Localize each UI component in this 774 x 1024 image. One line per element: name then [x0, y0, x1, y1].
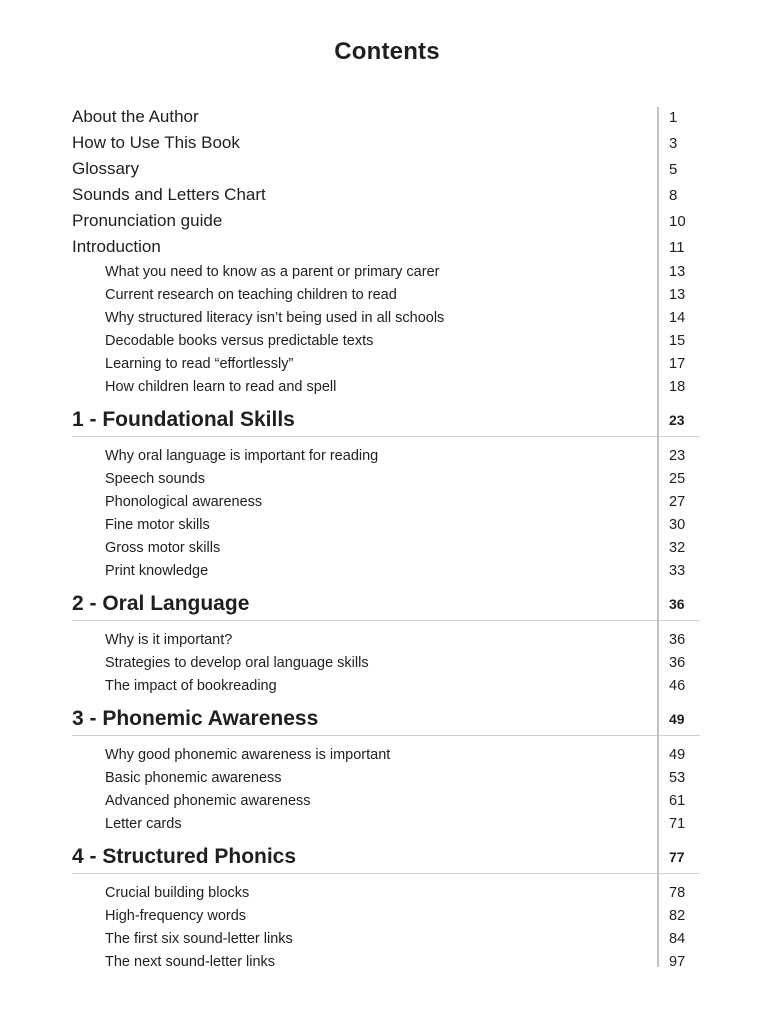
toc-entry-title: Why good phonemic awareness is important — [105, 746, 391, 763]
toc-entry-row — [72, 467, 700, 490]
toc-entry-row — [72, 789, 700, 812]
toc-chapter-title: 4 - Structured Phonics — [72, 844, 297, 868]
toc-entry-title: Why oral language is important for reading — [105, 447, 379, 464]
toc-entry-row — [72, 490, 700, 513]
toc-entry-row — [72, 208, 700, 234]
toc-entry-title: Fine motor skills — [105, 516, 210, 533]
toc-entry-page-number: 17 — [669, 355, 686, 372]
toc-chapter-row — [72, 589, 700, 621]
toc-entry-title: Why is it important? — [105, 631, 233, 648]
toc-chapter-title: 2 - Oral Language — [72, 591, 250, 615]
toc-entry-page-number: 97 — [669, 953, 686, 970]
toc-entry-page-number: 25 — [669, 470, 686, 487]
toc-entry-title: Decodable books versus predictable texts — [105, 332, 374, 349]
toc-entry-row — [72, 104, 700, 130]
toc-entry-row — [72, 766, 700, 789]
toc-entry-page-number: 27 — [669, 493, 686, 510]
toc-entry-title: Speech sounds — [105, 470, 205, 487]
toc-entry-page-number: 14 — [669, 309, 686, 326]
page-number-divider — [657, 107, 659, 967]
toc-entry-page-number: 78 — [669, 884, 686, 901]
toc-entry-title: Gross motor skills — [105, 539, 221, 556]
toc-entry-row — [72, 260, 700, 283]
toc-entry-page-number: 82 — [669, 907, 686, 924]
toc-entry-row — [72, 628, 700, 651]
toc-entry-title: Introduction — [72, 237, 161, 256]
toc-entry-page-number: 36 — [669, 654, 686, 671]
toc-entry-page-number: 33 — [669, 562, 686, 579]
toc-entry-page-number: 13 — [669, 286, 686, 303]
toc-entry-title: Learning to read “effortlessly” — [105, 355, 294, 372]
toc-entry-title: The impact of bookreading — [105, 677, 277, 694]
toc-entry-title: Current research on teaching children to read — [105, 286, 397, 303]
toc-entry-row — [72, 881, 700, 904]
toc-entry-page-number: 84 — [669, 930, 686, 947]
toc-entry-page-number: 5 — [669, 160, 678, 178]
toc-entry-row — [72, 513, 700, 536]
toc-entry-row — [72, 674, 700, 697]
toc-entry-page-number: 3 — [669, 134, 678, 152]
toc-entry-title: High-frequency words — [105, 907, 247, 924]
toc-entry-title: Crucial building blocks — [105, 884, 250, 901]
toc-entry-page-number: 15 — [669, 332, 686, 349]
toc-entry-page-number: 30 — [669, 516, 686, 533]
toc-entry-page-number: 61 — [669, 792, 686, 809]
toc-chapter-row — [72, 842, 700, 874]
toc-chapter-row — [72, 704, 700, 736]
toc-entry-row — [72, 329, 700, 352]
toc-entry-page-number: 53 — [669, 769, 686, 786]
toc-entry-title: Why structured literacy isn’t being used in all schools — [105, 309, 445, 326]
toc-entry-page-number: 10 — [669, 212, 686, 230]
toc-entry-row — [72, 234, 700, 260]
toc-entry-page-number: 13 — [669, 263, 686, 280]
toc-entry-title: How children learn to read and spell — [105, 378, 337, 395]
toc-entry-row — [72, 904, 700, 927]
toc-entry-page-number: 49 — [669, 746, 686, 763]
toc-entry-title: Phonological awareness — [105, 493, 263, 510]
toc-chapter-title: 3 - Phonemic Awareness — [72, 706, 319, 730]
toc-entry-title: About the Author — [72, 107, 199, 126]
toc-chapter-title: 1 - Foundational Skills — [72, 407, 295, 431]
toc — [72, 104, 700, 973]
toc-entry-title: Glossary — [72, 159, 140, 178]
toc-entry-title: Letter cards — [105, 815, 182, 832]
toc-entry-row — [72, 283, 700, 306]
toc-entry-row — [72, 156, 700, 182]
toc-entry-row — [72, 306, 700, 329]
toc-entry-title: The first six sound-letter links — [105, 930, 293, 947]
toc-entry-row — [72, 352, 700, 375]
toc-entry-row — [72, 950, 700, 973]
toc-chapter-row — [72, 405, 700, 437]
toc-entry-title: The next sound-letter links — [105, 953, 276, 970]
toc-entry-page-number: 11 — [669, 238, 685, 256]
toc-entry-row — [72, 182, 700, 208]
toc-entry-title: Strategies to develop oral language skills — [105, 654, 369, 671]
toc-entry-title: Print knowledge — [105, 562, 209, 579]
toc-chapter-page-number: 23 — [669, 411, 685, 428]
toc-chapter-page-number: 49 — [669, 710, 685, 727]
toc-entry-page-number: 71 — [669, 815, 686, 832]
toc-entry-page-number: 18 — [669, 378, 686, 395]
toc-entry-page-number: 23 — [669, 447, 686, 464]
toc-entry-title: Advanced phonemic awareness — [105, 792, 311, 809]
toc-entry-row — [72, 130, 700, 156]
toc-entry-title: How to Use This Book — [72, 133, 240, 152]
toc-chapter-page-number: 36 — [669, 595, 685, 612]
toc-entry-row — [72, 559, 700, 582]
toc-entry-page-number: 36 — [669, 631, 686, 648]
page-title: Contents — [334, 38, 440, 65]
toc-entry-page-number: 46 — [669, 677, 686, 694]
toc-entry-page-number: 1 — [669, 108, 678, 126]
toc-entry-row — [72, 927, 700, 950]
toc-entry-row — [72, 743, 700, 766]
toc-entry-title: What you need to know as a parent or primary carer — [105, 263, 440, 280]
toc-entry-row — [72, 444, 700, 467]
toc-entry-row — [72, 812, 700, 835]
toc-entry-title: Basic phonemic awareness — [105, 769, 282, 786]
toc-entry-row — [72, 536, 700, 559]
toc-entry-page-number: 32 — [669, 539, 686, 556]
toc-entry-row — [72, 651, 700, 674]
toc-entry-row — [72, 375, 700, 398]
toc-entry-title: Pronunciation guide — [72, 211, 223, 230]
toc-chapter-page-number: 77 — [669, 848, 685, 865]
toc-entry-page-number: 8 — [669, 186, 678, 204]
toc-entry-title: Sounds and Letters Chart — [72, 185, 266, 204]
